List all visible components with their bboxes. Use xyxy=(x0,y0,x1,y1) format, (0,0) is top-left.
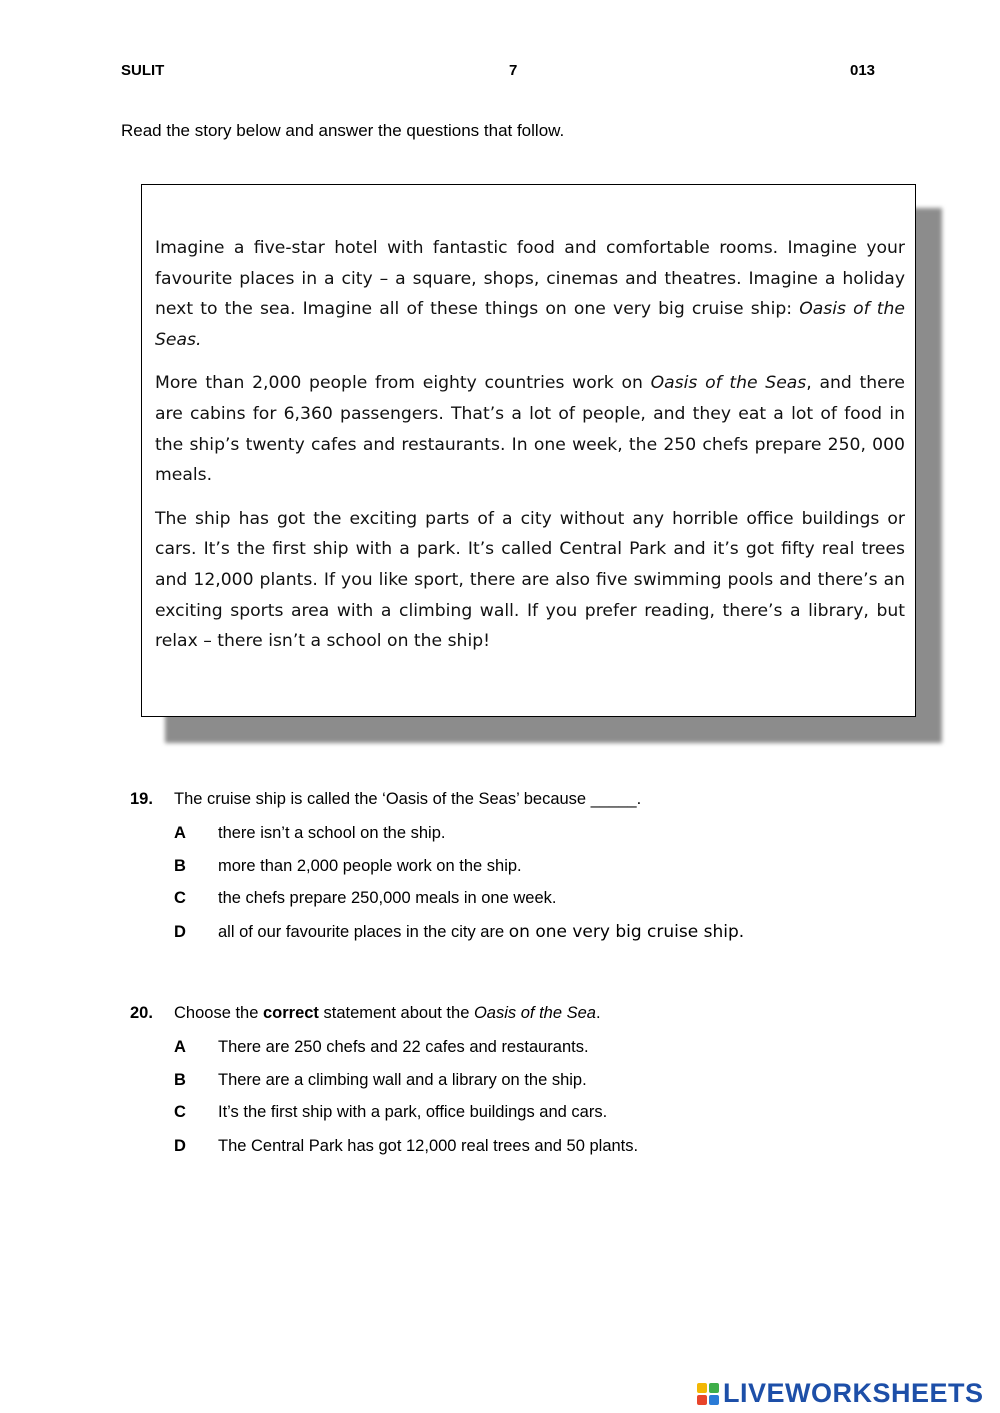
header-school-label: SULIT xyxy=(121,62,165,79)
liveworksheets-logo-icon xyxy=(697,1383,719,1405)
page-number: 7 xyxy=(509,62,518,79)
story-text xyxy=(155,233,905,670)
question-stem: The cruise ship is called the ‘Oasis of the Seas’ because _____. xyxy=(174,790,642,808)
story-paragraph-3: The ship has got the exciting parts of a city without any horrible office buildings or cars. It’s the first ship with a park. It’s called Central Park and it’s got fifty real trees and 12,000 plants. If you like sport, there are also five swimming pools and there’s an exciting sports area with a climbing wall. If you prefer reading, there’s a library, but relax – there isn’t a school on the ship! xyxy=(155,508,905,652)
instruction-text: Read the story below and answer the questions that follow. xyxy=(121,121,565,140)
question-number: 20. xyxy=(130,1004,153,1022)
liveworksheets-logo-text: LIVEWORKSHEETS xyxy=(723,1378,984,1408)
option-b[interactable]: B There are a climbing wall and a library on the ship. xyxy=(174,1071,587,1089)
story-box xyxy=(141,184,916,717)
option-c[interactable]: C It’s the first ship with a park, office buildings and cars. xyxy=(174,1103,608,1121)
question-stem: Choose the correct statement about the Oasis of the Sea. xyxy=(174,1004,601,1022)
option-a[interactable]: A there isn’t a school on the ship. xyxy=(174,824,446,842)
story-paragraph-2: More than 2,000 people from eighty countries work on Oasis of the Seas, and there are cabins for 6,360 passengers. That’s a lot of people, and they eat a lot of food in the ship’s twenty cafes and restaurants. In one week, the 250 chefs prepare 250, 000 meals. xyxy=(155,373,905,486)
option-b[interactable]: B more than 2,000 people work on the ship. xyxy=(174,857,522,875)
option-a[interactable]: A There are 250 chefs and 22 cafes and restaurants. xyxy=(174,1038,589,1056)
option-d[interactable]: D all of our favourite places in the city are on one very big cruise ship. xyxy=(174,922,745,942)
option-d[interactable]: D The Central Park has got 12,000 real trees and 50 plants. xyxy=(174,1137,639,1155)
paper-code: 013 xyxy=(850,62,876,79)
option-c[interactable]: C the chefs prepare 250,000 meals in one week. xyxy=(174,889,557,907)
question-number: 19. xyxy=(130,790,153,808)
story-paragraph-1: Imagine a five-star hotel with fantastic food and comfortable rooms. Imagine your favourite places in a city – a square, shops, cinemas and theatres. Imagine a holiday next to the sea. Imagine all of these things on one very big cruise ship: Oasis of the Seas. xyxy=(155,238,905,350)
liveworksheets-watermark xyxy=(697,1378,984,1409)
